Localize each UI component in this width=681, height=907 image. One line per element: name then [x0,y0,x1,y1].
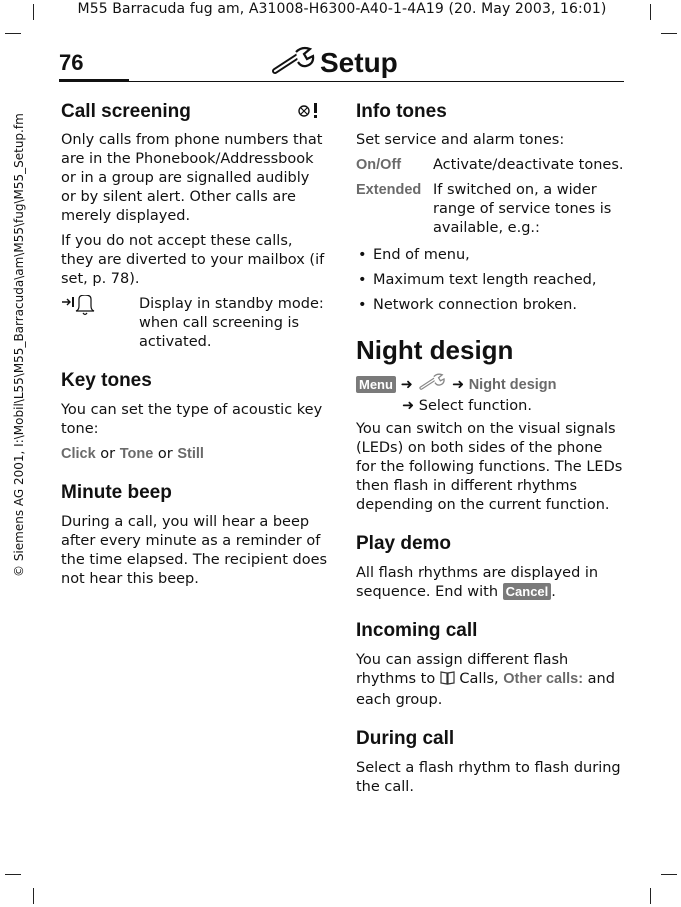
crop-mark [33,888,34,904]
header-rule [129,81,624,82]
incoming-call-text-a: You can assign different flash rhythms to [356,652,569,687]
play-demo-text [356,564,624,602]
incoming-call-text-c: and each group. [356,671,615,708]
arrow-icon: ➜ [400,377,413,393]
arrow-icon: ➜ [451,377,465,393]
heading-incoming-call: Incoming call [356,620,478,641]
wrench-icon [270,46,316,80]
incoming-call-text [356,651,624,710]
crop-mark [33,4,34,20]
call-screening-text-1: Only calls from phone numbers that are in the Phonebook/Addressbook or in a group are signalled audibly or by silent alert. Other calls are merely displayed. [61,132,323,224]
section-minute-beep [61,482,328,589]
network-dependent-icon [298,101,324,125]
play-demo-body: All flash rhythms are displayed in sequence. End with [356,565,599,600]
right-column [356,101,624,803]
wrench-icon [417,373,447,397]
during-call-text: Select a flash rhythm to flash during the call. [356,760,621,795]
menu-item-night-design: Night design [468,377,557,393]
page-number: 76 [59,50,84,75]
night-design-text: You can switch on the visual signals (LEDs) on both sides of the phone for the following functions. The LEDs then flash in different rhythms depending on the current function. [356,421,623,513]
key-tones-text: You can set the type of acoustic key tone: [61,402,323,437]
desc-extended: If switched on, a wider range of service tones is available, e.g.: [433,182,612,236]
section-incoming-call [356,620,624,710]
phonebook-icon [440,670,455,691]
option-tone: Tone [119,446,154,462]
info-tones-list [356,246,624,315]
select-function-line [356,397,624,416]
info-tones-intro: Set service and alarm tones: [356,132,565,148]
minute-beep-text: During a call, you will hear a beep after every minute as a reminder of the time elapsed. The recipient does not hear this beep. [61,514,328,587]
cancel-softkey: Cancel [503,583,552,600]
crop-mark [661,874,677,875]
heading-play-demo: Play demo [356,533,452,554]
side-file-path: © Siemens AG 2001, I:\Mobil\L55\M55_Barracuda\am\M55\fug\M55_Setup.fm [12,113,26,577]
crop-mark [650,888,651,904]
crop-mark [661,33,677,34]
heading-call-screening: Call screening [61,101,191,122]
standby-display-text: Display in standby mode: when call screening is activated. [139,296,324,350]
section-key-tones [61,370,328,464]
term-extended: Extended [356,182,422,198]
call-screening-text-2: If you do not accept these calls, they are diverted to your mailbox (if set, p. 78). [61,233,325,287]
arrow-icon: ➜ [402,398,415,414]
section-info-tones [356,101,624,315]
heading-key-tones: Key tones [61,370,152,391]
other-calls-option: Other calls: [503,671,584,687]
heading-during-call: During call [356,728,455,749]
desc-on-off: Activate/deactivate tones. [433,157,624,173]
heading-info-tones: Info tones [356,101,447,122]
option-click: Click [61,446,96,462]
left-column [61,101,328,595]
play-demo-end: . [551,584,556,600]
running-head: M55 Barracuda fug am, A31008-H6300-A40-1-4A19 (20. May 2003, 16:01) [77,1,607,17]
header-rule-thick [59,79,129,82]
list-item: • End of menu, [356,246,624,265]
section-call-screening [61,101,328,352]
list-item: • Maximum text length reached, [356,271,624,290]
section-night-design [356,335,624,515]
section-during-call [356,728,624,797]
incoming-call-text-b: Calls, [454,671,504,687]
list-item: • Network connection broken. [356,296,624,315]
select-function-text: Select function. [418,398,532,414]
crop-mark [650,4,651,20]
option-separator: or [153,446,178,462]
menu-softkey: Menu [356,376,396,393]
crop-mark [5,33,21,34]
info-tones-definitions [356,156,624,238]
section-play-demo [356,533,624,602]
menu-path [356,373,624,397]
option-separator: or [95,446,120,462]
term-on-off: On/Off [356,157,402,173]
page-title [270,44,410,82]
key-tones-options [61,445,328,464]
heading-night-design: Night design [356,335,514,365]
option-still: Still [177,446,204,462]
page-title-text: Setup [320,47,398,78]
standby-display-row [61,295,328,352]
heading-minute-beep: Minute beep [61,482,172,503]
crop-mark [5,874,21,875]
call-screening-standby-icon [61,295,139,352]
